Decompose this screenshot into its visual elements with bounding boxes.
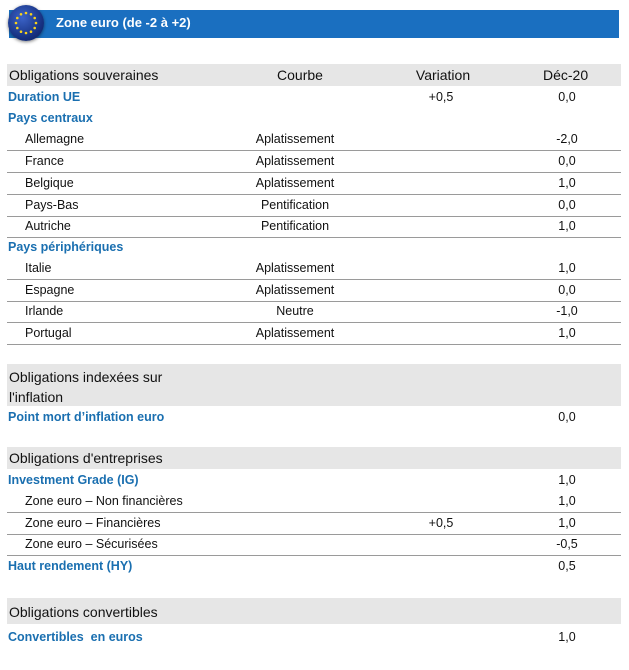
inflation-header-row [7, 364, 621, 406]
table-row [7, 301, 621, 323]
country-name: Allemagne [25, 132, 85, 146]
duration-variation: +0,5 [428, 90, 454, 104]
periph-group-row [7, 237, 621, 258]
score-value: 1,0 [558, 261, 576, 275]
score-value: 0,0 [558, 198, 576, 212]
score-value: 0,0 [558, 283, 576, 297]
segment-variation: +0,5 [428, 516, 454, 530]
convertibles-item-value: 1,0 [558, 630, 576, 644]
curve-value: Aplatissement [255, 283, 335, 297]
table-row [7, 173, 621, 195]
hy-row [7, 556, 621, 577]
duration-label: Duration UE [8, 90, 81, 104]
score-value: 1,0 [558, 326, 576, 340]
ig-label: Investment Grade (IG) [8, 473, 139, 487]
month-column-header: Déc-20 [543, 67, 589, 83]
convertibles-item-row [7, 627, 621, 648]
inflation-item-value: 0,0 [558, 410, 576, 424]
variation-column-header: Variation [415, 67, 471, 83]
hy-value: 0,5 [558, 559, 576, 573]
sovereign-header-row [7, 64, 621, 86]
curve-value: Aplatissement [255, 154, 335, 168]
table-row [7, 323, 621, 345]
country-name: Autriche [25, 219, 71, 233]
table-row [7, 280, 621, 302]
table-row [7, 534, 621, 556]
hy-label: Haut rendement (HY) [8, 559, 133, 573]
segment-name: Zone euro – Financières [25, 516, 161, 530]
inflation-item-row [7, 407, 621, 428]
corporate-header-label: Obligations d'entreprises [9, 450, 163, 466]
table-row [7, 151, 621, 173]
curve-value: Pentification [260, 198, 330, 212]
curve-value: Aplatissement [255, 132, 335, 146]
curve-column-header: Courbe [277, 67, 323, 83]
core-group-row [7, 108, 621, 129]
score-value: 1,0 [558, 516, 576, 530]
table-row [7, 129, 621, 151]
country-name: Espagne [25, 283, 75, 297]
section-banner [9, 10, 619, 38]
country-name: France [25, 154, 64, 168]
ig-value: 1,0 [558, 473, 576, 487]
duration-value: 0,0 [558, 90, 576, 104]
curve-value: Neutre [276, 304, 314, 318]
convertibles-header-row [7, 598, 621, 624]
duration-row [7, 87, 621, 108]
score-value: 1,0 [558, 176, 576, 190]
sovereign-header-label: Obligations souveraines [9, 67, 159, 83]
score-value: 0,0 [558, 154, 576, 168]
convertibles-header-label: Obligations convertibles [9, 604, 158, 620]
score-value: 1,0 [558, 219, 576, 233]
country-name: Portugal [25, 326, 72, 340]
inflation-header-line1: Obligations indexées sur [9, 369, 163, 385]
curve-value: Aplatissement [255, 261, 335, 275]
core-group-label: Pays centraux [8, 111, 93, 125]
table-row [7, 513, 621, 535]
segment-name: Zone euro – Non financières [25, 494, 183, 508]
country-name: Pays-Bas [25, 198, 79, 212]
curve-value: Pentification [260, 219, 330, 233]
table-row [7, 258, 621, 280]
score-value: -1,0 [556, 304, 578, 318]
corporate-header-row [7, 447, 621, 469]
curve-value: Aplatissement [255, 176, 335, 190]
ig-row [7, 470, 621, 491]
table-row [7, 195, 621, 217]
country-name: Italie [25, 261, 52, 275]
segment-name: Zone euro – Sécurisées [25, 537, 158, 551]
country-name: Irlande [25, 304, 64, 318]
inflation-header-line2: l'inflation [9, 389, 64, 405]
eu-flag-icon [8, 5, 44, 41]
score-value: -2,0 [556, 132, 578, 146]
score-value: 1,0 [558, 494, 576, 508]
country-name: Belgique [25, 176, 74, 190]
table-row [7, 216, 621, 238]
curve-value: Aplatissement [255, 326, 335, 340]
score-value: -0,5 [556, 537, 578, 551]
periph-group-label: Pays périphériques [8, 240, 124, 254]
convertibles-item-label: Convertibles en euros [8, 630, 143, 644]
banner-title: Zone euro (de -2 à +2) [56, 15, 191, 30]
inflation-item-label: Point mort d’inflation euro [8, 410, 165, 424]
table-row [7, 491, 621, 513]
